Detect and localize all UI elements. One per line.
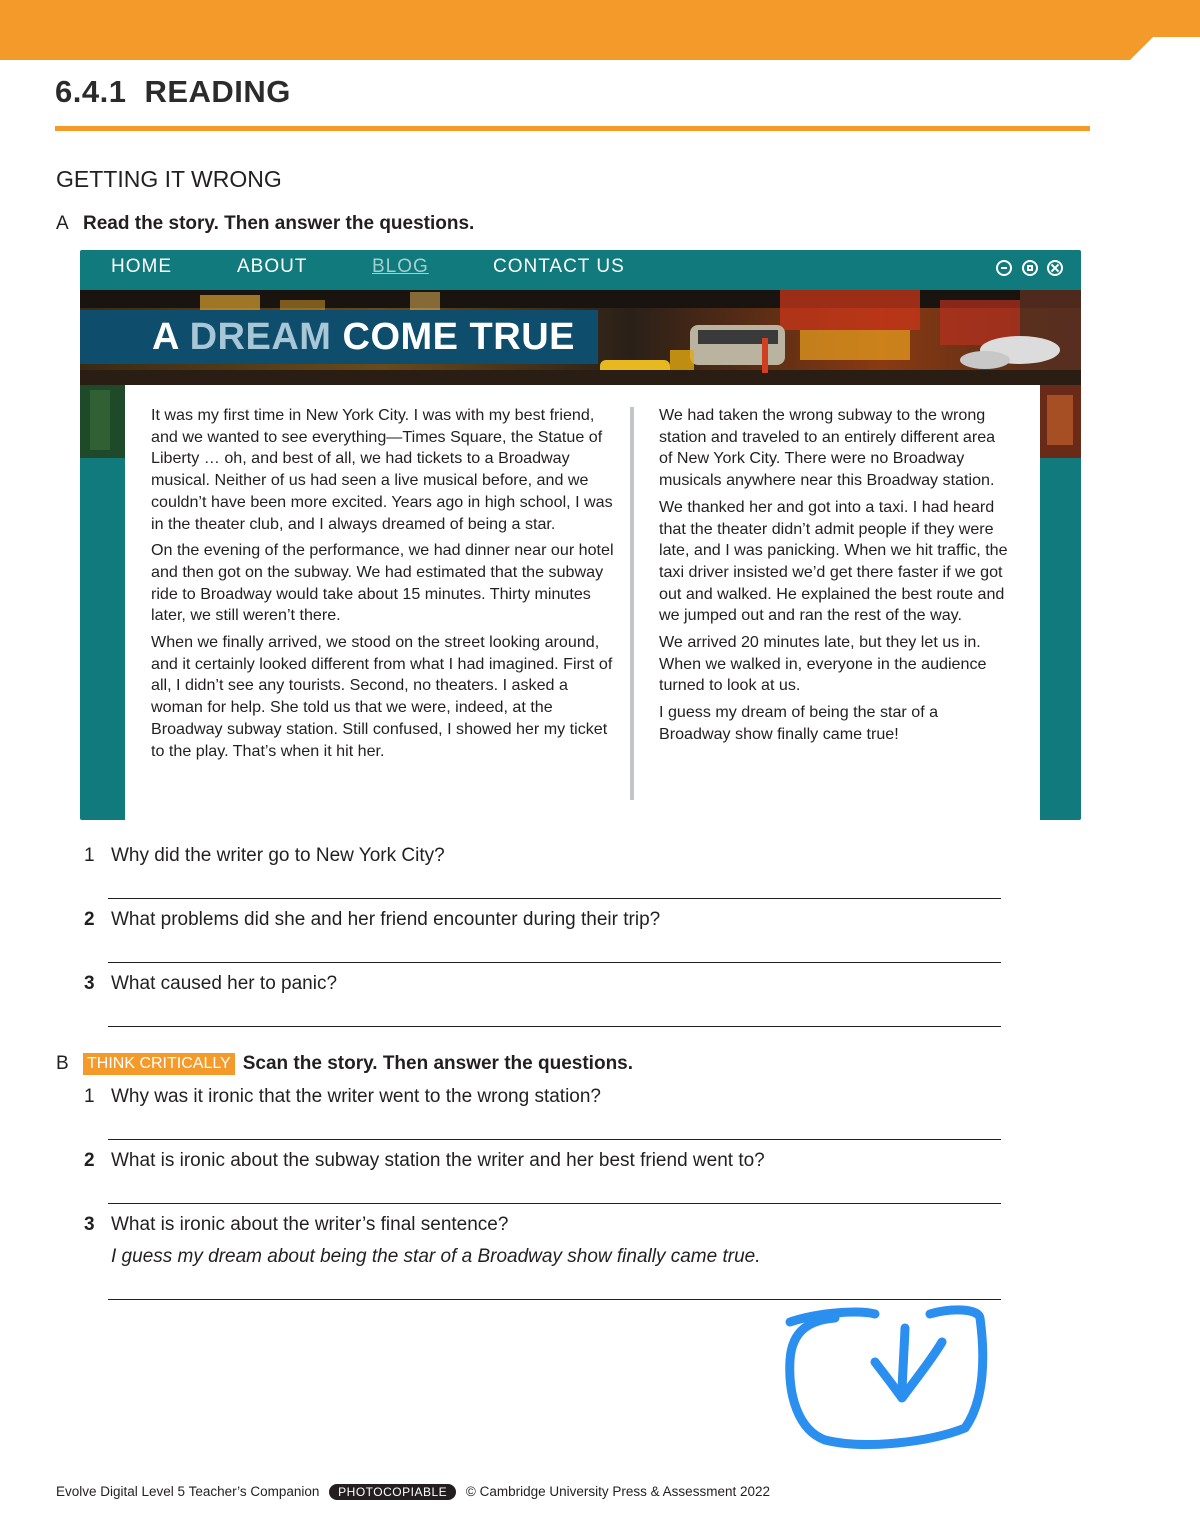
story-paragraph: We arrived 20 minutes late, but they let us in. When we walked in, everyone in the audience turned to look at us. [659,633,987,695]
question-b3 [84,1214,508,1236]
answer-line-a3[interactable] [108,1026,1001,1027]
banner-edge-left [80,385,125,458]
section-name: READING [144,74,291,109]
quoted-final-sentence: I guess my dream about being the star of a Broadway show finally came true. [111,1246,761,1267]
answer-line-a1[interactable] [108,898,1001,899]
activity-subtitle: GETTING IT WRONG [56,166,282,192]
question-text: Why was it ironic that the writer went to the wrong station? [111,1086,601,1107]
story-body [125,385,1040,820]
story-paragraph: We thanked her and got into a taxi. I had heard that the theater didn’t admit people if they were late, and I was panicking. When we hit traffic, the taxi driver insisted we’d get there faster if we got out and walked. He explained the best route and we jumped out and ran the rest of the way. [659,497,1008,625]
question-number: 2 [84,909,95,930]
website-nav [80,250,1081,290]
headline-word-come-true: COME TRUE [342,316,575,358]
story-column-right [659,405,1009,751]
part-b-instruction [56,1053,633,1075]
story-paragraph: When we finally arrived, we stood on the street looking around, and it certainly looked different from what I had imagined. First of all, I didn’t see any tourists. Second, no theaters. I asked a woman for help. She told us that we were, indeed, at the Broadway subway station. Still confused, I showed her my ticket to the play. That’s when it hit her. [151,633,613,760]
nav-blog[interactable]: BLOG [372,256,429,277]
question-a2 [84,909,660,931]
story-paragraph: On the evening of the performance, we had dinner near our hotel and then got on the subway. We had estimated that the subway ride to Broadway would take about 15 minutes. Thirty minutes later, we still weren’t there. [151,541,614,625]
question-number: 3 [84,1214,95,1235]
question-text: What caused her to panic? [111,973,338,994]
part-b-letter: B [56,1053,69,1074]
question-number: 1 [84,1086,95,1107]
part-a-letter: A [56,213,69,234]
title-divider [55,126,1090,131]
answer-line-a2[interactable] [108,962,1001,963]
question-b1 [84,1086,601,1108]
answer-line-b2[interactable] [108,1203,1001,1204]
part-a-instruction [56,213,474,235]
website-panel [80,250,1081,820]
download-arrow-scribble-icon[interactable] [780,1300,990,1450]
page-footer [56,1484,770,1500]
column-divider [630,407,634,800]
answer-line-b1[interactable] [108,1139,1001,1140]
banner-edge-right [1039,385,1081,458]
nav-home[interactable]: HOME [111,256,172,277]
nav-contact-us[interactable]: CONTACT US [493,256,625,277]
question-text: What is ironic about the subway station the writer and her best friend went to? [111,1150,765,1171]
story-paragraph: I guess my dream of being the star of a Broadway show finally came true! [659,703,939,743]
question-b2 [84,1150,765,1172]
story-paragraph: It was my first time in New York City. I was with my best friend, and we wanted to see everything—Times Square, the Statue of Liberty … oh, and best of all, we had tickets to a Broadway musical. Neither of us had seen a live musical before, and we couldn’t have been more excited. Years ago in high school, I was in the theater club, and I always dreamed of being a star. [151,406,613,533]
section-title [55,74,291,110]
photocopiable-badge: PHOTOCOPIABLE [329,1484,456,1500]
question-number: 3 [84,973,95,994]
question-a1 [84,845,445,867]
headline-word-dream: DREAM [189,316,332,358]
close-icon[interactable] [1047,260,1063,276]
story-column-left [151,405,616,767]
footer-book-title: Evolve Digital Level 5 Teacher’s Companion [56,1484,320,1499]
question-number: 2 [84,1150,95,1171]
maximize-icon[interactable] [1022,260,1038,276]
question-text: Why did the writer go to New York City? [111,845,445,866]
part-b-instruction-text: Scan the story. Then answer the questions. [242,1053,634,1074]
footer-copyright: © Cambridge University Press & Assessment 2022 [465,1484,770,1499]
think-critically-badge: THINK CRITICALLY [83,1053,235,1075]
question-number: 1 [84,845,95,866]
question-text: What is ironic about the writer’s final sentence? [111,1214,509,1235]
question-a3 [84,973,337,995]
headline-word-a: A [152,316,179,358]
section-number: 6.4.1 [55,74,127,109]
blog-headline [152,316,575,359]
nav-about[interactable]: ABOUT [237,256,308,277]
question-text: What problems did she and her friend encounter during their trip? [111,909,661,930]
story-paragraph: We had taken the wrong subway to the wrong station and traveled to an entirely different area of New York City. There were no Broadway musicals anywhere near this Broadway station. [659,406,996,490]
part-a-instruction-text: Read the story. Then answer the questions. [83,213,475,234]
top-header-bar [0,0,1200,60]
minimize-icon[interactable] [996,260,1012,276]
